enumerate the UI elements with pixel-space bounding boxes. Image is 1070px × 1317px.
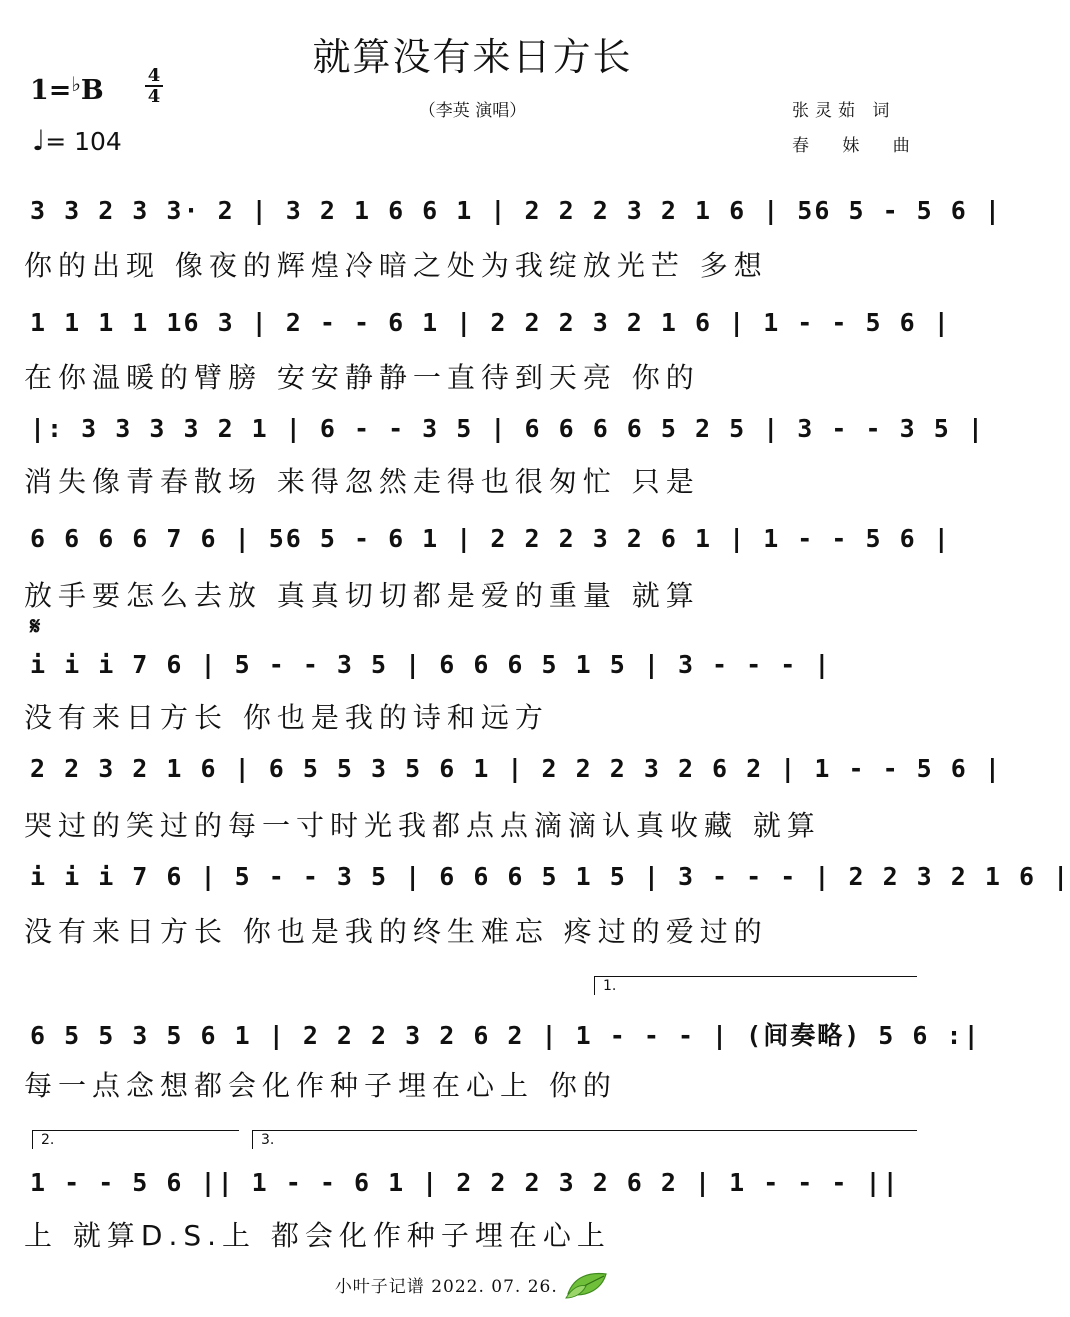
lyrics-row-5: 没有来日方长 你也是我的诗和远方	[24, 701, 549, 734]
lyrics-row-7: 没有来日方长 你也是我的终生难忘 疼过的爱过的	[24, 915, 768, 948]
volta-bracket-2	[32, 1130, 239, 1149]
lyrics-row-8: 每一点念想都会化作种子埋在心上 你的	[24, 1069, 617, 1102]
transcriber-footer	[0, 1270, 945, 1300]
lyrics-row-4: 放手要怎么去放 真真切切都是爱的重量 就算	[24, 579, 700, 612]
lyricist-credit: 张灵茹 词	[792, 101, 896, 121]
notation-row-8: 6 5 5 3 5 6 1 | 2 2 2 3 2 6 2 | 1 - - - | (间奏略) 5 6 :|	[30, 1021, 981, 1050]
segno-sign: 𝄋	[30, 612, 41, 640]
key-note: B	[80, 75, 104, 106]
notation-row-6: 2 2 3 2 1 6 | 6 5 5 3 5 6 1 | 2 2 2 3 2 6 2 | 1 - - 5 6 |	[30, 754, 1002, 783]
time-top: 4	[147, 65, 161, 86]
volta-number-1: 1.	[603, 978, 617, 994]
key-label: 1=	[30, 75, 72, 106]
composer-credit: 春 妹 曲	[792, 136, 924, 156]
tempo-value: = 104	[45, 127, 122, 156]
notation-row-3: |: 3 3 3 3 2 1 | 6 - - 3 5 | 6 6 6 6 5 2 5 | 3 - - 3 5 |	[30, 414, 985, 443]
volta-number-3: 3.	[261, 1132, 275, 1148]
volta-bracket-1	[594, 976, 917, 995]
lyrics-row-1: 你的出现 像夜的辉煌冷暗之处为我绽放光芒 多想	[24, 249, 768, 282]
quarter-note-icon: ♩	[32, 124, 46, 157]
volta-bracket-3	[252, 1130, 917, 1149]
notation-row-7: i i i 7 6 | 5 - - 3 5 | 6 6 6 5 1 5 | 3 - - - | 2 2 3 2 1 6 |	[30, 862, 1070, 891]
leaf-icon	[564, 1270, 610, 1300]
song-title: 就算没有来日方长	[312, 35, 633, 79]
notation-row-2: 1 1 1 1 16 3 | 2 - - 6 1 | 2 2 2 3 2 1 6 | 1 - - 5 6 |	[30, 308, 951, 337]
flat-symbol: ♭	[71, 72, 81, 96]
footer-text: 小叶子记谱 2022. 07. 26.	[334, 1277, 558, 1297]
time-signature	[143, 66, 165, 106]
key-signature	[30, 72, 104, 106]
notation-row-5: i i i 7 6 | 5 - - 3 5 | 6 6 6 5 1 5 | 3 - - - |	[30, 650, 832, 679]
notation-row-9: 1 - - 5 6 || 1 - - 6 1 | 2 2 2 3 2 6 2 | 1 - - - ||	[30, 1168, 900, 1197]
notation-row-4: 6 6 6 6 7 6 | 56 5 - 6 1 | 2 2 2 3 2 6 1 | 1 - - 5 6 |	[30, 524, 951, 553]
notation-row-1: 3 3 2 3 3· 2 | 3 2 1 6 6 1 | 2 2 2 3 2 1 6 | 56 5 - 5 6 |	[30, 196, 1002, 225]
volta-number-2: 2.	[41, 1132, 55, 1148]
time-bottom: 4	[147, 86, 161, 107]
lyrics-row-9: 上 就算D.S.上 都会化作种子埋在心上	[24, 1219, 611, 1252]
tempo-marking	[32, 124, 122, 157]
lyrics-row-2: 在你温暖的臂膀 安安静静一直待到天亮 你的	[24, 361, 700, 394]
singer-credit: （李英 演唱）	[418, 101, 527, 121]
lyrics-row-6: 哭过的笑过的每一寸时光我都点点滴滴认真收藏 就算	[24, 809, 821, 842]
lyrics-row-3: 消失像青春散场 来得忽然走得也很匆忙 只是	[24, 465, 700, 498]
